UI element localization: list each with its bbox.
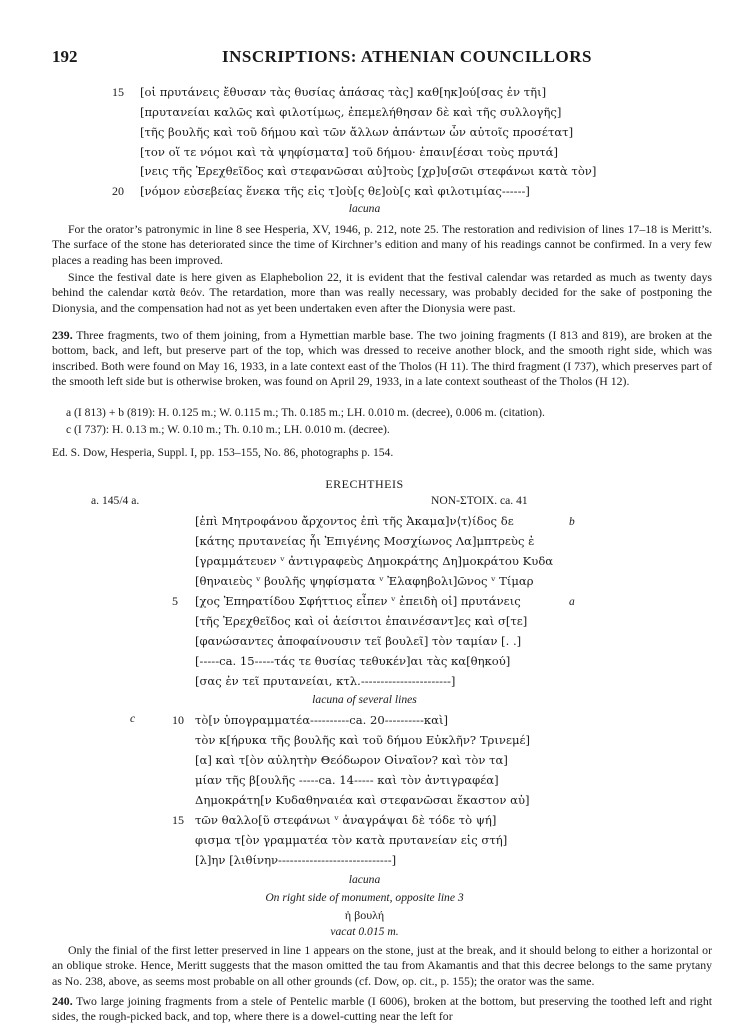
greek-line: τὸν κ[ήρυκα τῆς βουλῆς καὶ τοῦ δήμου Εὐκλῆν? Τρινεμέ] xyxy=(195,733,531,747)
greek-line: [οἱ πρυτάνεις ἔθυσαν τὰς θυσίας ἁπάσας τὰς] καθ[ηκ]ού[σας ἐν τῆι] xyxy=(140,85,547,99)
greek-line: φισμα τ[ὸν γραμματέα τὸν κατὰ πρυτανείαν εἰς στή] xyxy=(195,833,508,847)
edition-citation: Ed. S. Dow, Hesperia, Suppl. I, pp. 153–155, No. 86, photographs p. 154. xyxy=(52,446,394,459)
greek-line: [θηναιεὺς ᵛ βουλῆς ψηφίσματα ᵛ Ἐλαφηβολι]ῶνος ᵛ Τίμαρ xyxy=(195,574,534,588)
greek-line: [κάτης πρυτανείας ἧι Ἐπιγένης Μοσχίωνος Λα]μπτρεὺς ἐ xyxy=(195,534,535,548)
fragment-label-b: b xyxy=(569,516,575,528)
greek-line: [λ]ην [λιθίνην-----------------------------] xyxy=(195,853,397,867)
greek-line: [νεις τῆς Ἐρεχθεῖδος καὶ στεφανῶσαι αὐ]τοὺς [χρ]υ[σῶι στεφάνωι κατὰ τὸν] xyxy=(140,164,597,178)
vacat-note: vacat 0.015 m. xyxy=(330,925,399,938)
entry-number: 240. xyxy=(52,994,73,1008)
fragment-label-a: a xyxy=(569,596,575,608)
lacuna-label: lacuna xyxy=(348,873,381,886)
greek-line: [γραμμάτευεν ᵛ ἀντιγραφεὺς Δημοκράτης Δη]μοκράτου Κυδα xyxy=(195,554,554,568)
greek-line: Δημοκράτη[ν Κυδαθηναιέα καὶ στεφανῶσαι ἕκαστον αὐ] xyxy=(195,793,530,807)
line-number-10: 10 xyxy=(172,713,184,727)
running-title: INSCRIPTIONS: ATHENIAN COUNCILLORS xyxy=(222,47,592,66)
entry-239-description xyxy=(52,328,712,390)
greek-line: [σας ἐν τεῖ πρυτανείαι, κτλ.-----------------------] xyxy=(195,674,456,688)
right-side-note: On right side of monument, opposite line 3 xyxy=(265,891,464,904)
commentary-paragraph: For the orator’s patronymic in line 8 see Hesperia, XV, 1946, p. 212, note 25. The restoration and redivision of lines 17–18 is Meritt’s. The surface of the stone has deteriorated since the time of Kirchner’s edition and many of his readings cannot be confirmed. In a very few places a reading has been improved. xyxy=(52,222,712,267)
line-number-20: 20 xyxy=(112,184,124,198)
lacuna-label: lacuna xyxy=(348,202,381,215)
greek-line: [πρυτανείαι καλῶς καὶ φιλοτίμως, ἐπεμελήθησαν δὲ καὶ τῆς συλλογῆς] xyxy=(140,105,562,119)
line-number-15: 15 xyxy=(112,85,124,99)
entry-number: 239. xyxy=(52,328,73,342)
commentary-paragraph: Only the finial of the first letter preserved in line 1 appears on the stone, just at the break, and it should belong to either a horizontal or an oblique stroke. Hence, Meritt suggests that the mason omitted the tau from Akamantis and that this decree belongs to the same prytany as No. 238, above, as seems most probable on all other grounds (cf. Dow, op. cit., p. 155); the orator was the same. xyxy=(52,943,712,988)
greek-line: τῶν θαλλο[ῦ στεφάνωι ᵛ ἀναγράψαι δὲ τόδε τὸ ψή] xyxy=(195,813,497,827)
entry-text: Two large joining fragments from a stele of Pentelic marble (I 6006), broken at the bottom, but preserving the toothed left and right sides, the rough-picked back, and top, where there is a dowel-cutting near the left for xyxy=(52,994,712,1024)
measurements-ab: a (I 813) + b (819): H. 0.125 m.; W. 0.115 m.; Th. 0.185 m.; LH. 0.010 m. (decree), 0.006 m. (citation). xyxy=(66,406,545,419)
greek-line: μίαν τῆς β[ουλῆς -----ca. 14----- καὶ τὸν ἀντιγραφέα] xyxy=(195,773,499,787)
boule-citation: ἡ βουλή xyxy=(344,908,385,922)
greek-line: [α] καὶ τ[ὸν αὐλητὴν Θεόδωρον Οἰναῖον? καὶ τὸν τα] xyxy=(195,753,508,767)
greek-line: [φανώσαντες ἀποφαίνουσιν τεῖ βουλεῖ] τὸν ταμίαν [. .] xyxy=(195,634,522,648)
greek-line: [-----ca. 15-----τάς τε θυσίας τεθυκέν]αι τὰς κα[θηκού] xyxy=(195,654,511,668)
greek-line: [τον οἵ τε νόμοι καὶ τὰ ψηφίσματα] τοῦ δήμου· ἐπαιν[έσαι τοὺς πρυτά] xyxy=(140,145,559,159)
line-number-15: 15 xyxy=(172,813,184,827)
tribe-heading: ERECHTHEIS xyxy=(325,477,404,491)
greek-line: τὸ[ν ὑπογραμματέα----------ca. 20----------καὶ] xyxy=(195,713,449,727)
commentary-paragraph: Since the festival date is here given as Elaphebolion 22, it is evident that the festival calendar was retarded as much as twenty days behind the calendar κατὰ θεόν. The retardation, more than was really necessary, was probably decided for the sake of postponing the Dionysia, and the compensation had not as yet been undertaken even after the Dionysia were past. xyxy=(52,270,712,315)
page-number: 192 xyxy=(52,47,78,66)
greek-line: [χος Ἐπηρατίδου Σφήττιος εἶπεν ᵛ ἐπειδὴ οἱ] πρυτάνεις xyxy=(195,594,521,608)
greek-line: [ἐπὶ Μητροφάνου ἄρχοντος ἐπὶ τῆς Ἀκαμα]ν⟨τ⟩ίδος δε xyxy=(195,514,514,528)
line-number-5: 5 xyxy=(172,594,178,608)
stoichedon-note: NON-ΣΤΟΙΧ. ca. 41 xyxy=(431,494,528,507)
greek-line: [νόμον εὐσεβείας ἕνεκα τῆς εἰς τ]οὺ[ς θε]οὺ[ς καὶ φιλοτιμίας------] xyxy=(140,184,530,198)
entry-240-description xyxy=(52,994,712,1024)
fragment-label-c: c xyxy=(130,713,136,725)
measurements-c: c (I 737): H. 0.13 m.; W. 0.10 m.; Th. 0.10 m.; LH. 0.010 m. (decree). xyxy=(66,423,390,436)
inscription-date: a. 145/4 a. xyxy=(91,494,140,507)
entry-text: Three fragments, two of them joining, from a Hymettian marble base. The two joining fragments (I 813 and 819), are broken at the bottom, back, and left, but preserve part of the top, which was dressed to receive another block, and the smooth right side, which was inscribed. Both were found on May 16, 1933, in a late context east of the Tholos (H 11). The third fragment (I 737), which preserves part of the smooth left side but is otherwise broken, was found on April 29, 1933, in a late context southeast of the Tholos (H 12). xyxy=(52,328,712,389)
lacuna-label: lacuna of several lines xyxy=(312,693,417,706)
greek-line: [τῆς βουλῆς καὶ τοῦ δήμου καὶ τῶν ἄλλων ἁπάντων ὧν αὐτοῖς προσέτατ] xyxy=(140,125,574,139)
greek-line: [τῆς Ἐρεχθεῖδος καὶ οἱ ἀείσιτοι ἐπαινέσαντ]ες καὶ σ[τε] xyxy=(195,614,528,628)
